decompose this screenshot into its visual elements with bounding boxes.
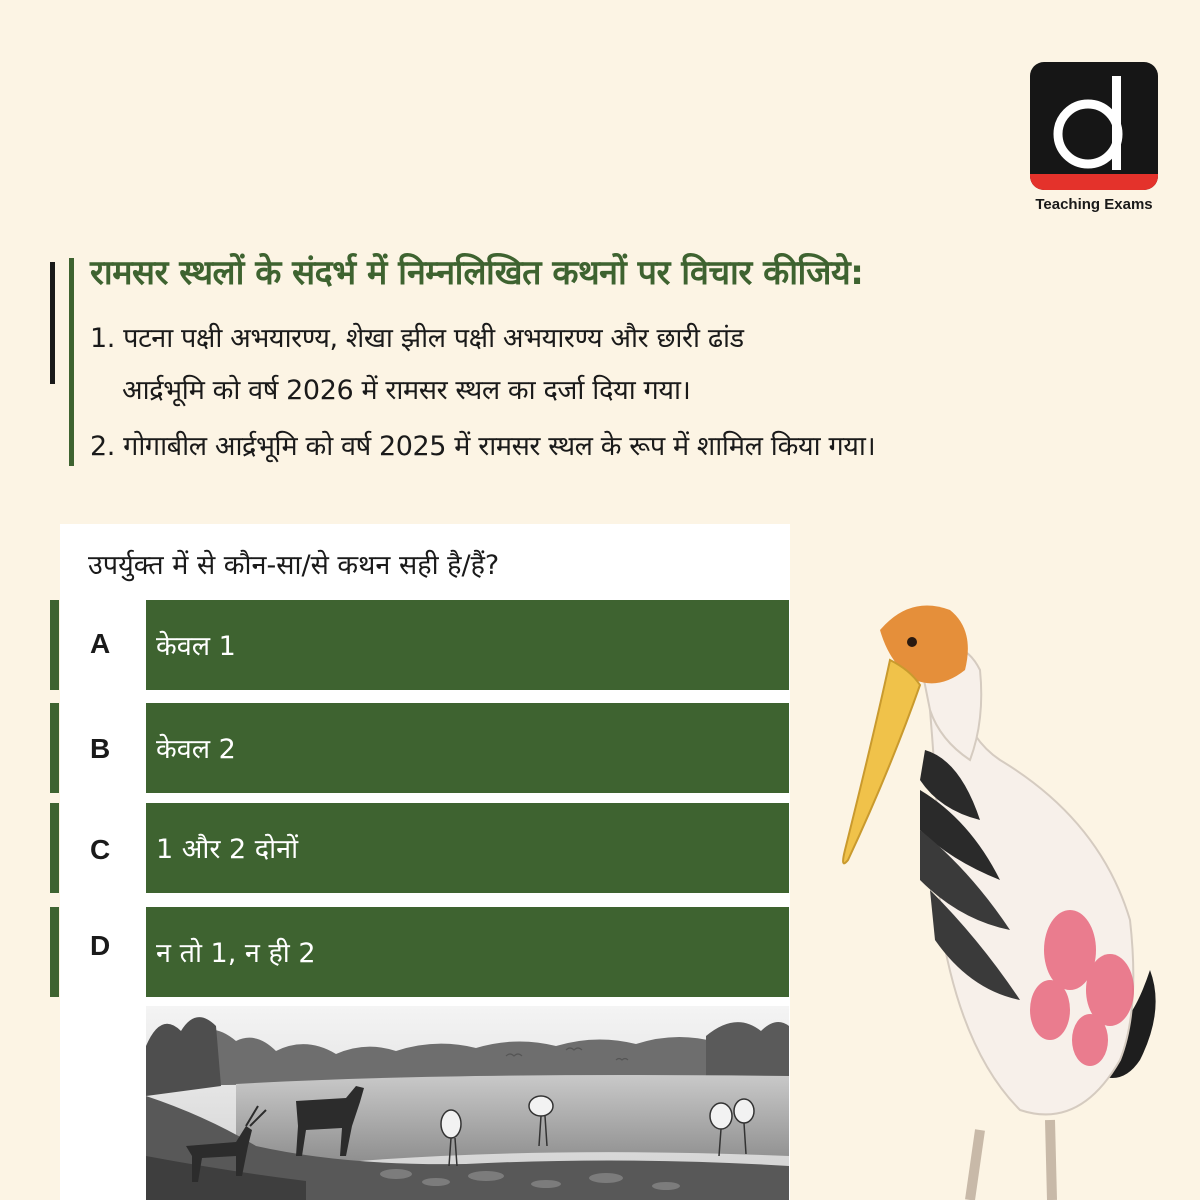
- question-prompt: उपर्युक्त में से कौन-सा/से कथन सही है/हैं?: [88, 550, 500, 581]
- option-b-text: केवल 2: [156, 734, 236, 765]
- option-c-button[interactable]: [146, 803, 789, 893]
- option-a-accent: [50, 600, 59, 690]
- option-d-text: न तो 1, न ही 2: [156, 938, 316, 969]
- statement-1-line-1: 1. पटना पक्षी अभयारण्य, शेखा झील पक्षी अभयारण्य और छारी ढांड: [90, 323, 744, 354]
- option-d-button[interactable]: [146, 907, 789, 997]
- heading-accent-black: [50, 262, 55, 384]
- option-b-letter: B: [90, 733, 111, 764]
- painted-stork-image: [820, 590, 1200, 1200]
- option-c-letter: C: [90, 834, 111, 865]
- letter-d-icon: [1030, 62, 1158, 190]
- statement-2: 2. गोगाबील आर्द्रभूमि को वर्ष 2025 में रामसर स्थल के रूप में शामिल किया गया।: [90, 431, 876, 462]
- option-a-button[interactable]: [146, 600, 789, 690]
- option-d-accent: [50, 907, 59, 997]
- brand-caption: Teaching Exams: [1035, 196, 1153, 213]
- brand-logo: [1030, 62, 1158, 190]
- option-a-text: केवल 1: [156, 631, 236, 662]
- option-a-letter: A: [90, 628, 111, 659]
- statement-1-line-2: आर्द्रभूमि को वर्ष 2026 में रामसर स्थल का दर्जा दिया गया।: [122, 375, 691, 406]
- option-b-accent: [50, 703, 59, 793]
- option-d-letter: D: [90, 930, 111, 961]
- question-heading: रामसर स्थलों के संदर्भ में निम्नलिखित कथनों पर विचार कीजिये:: [90, 253, 864, 293]
- logo-accent-bar: [1030, 174, 1158, 190]
- wetland-photo: [146, 1006, 789, 1200]
- option-c-accent: [50, 803, 59, 893]
- option-b-button[interactable]: [146, 703, 789, 793]
- heading-accent-green: [69, 258, 74, 466]
- option-c-text: 1 और 2 दोनों: [156, 834, 299, 865]
